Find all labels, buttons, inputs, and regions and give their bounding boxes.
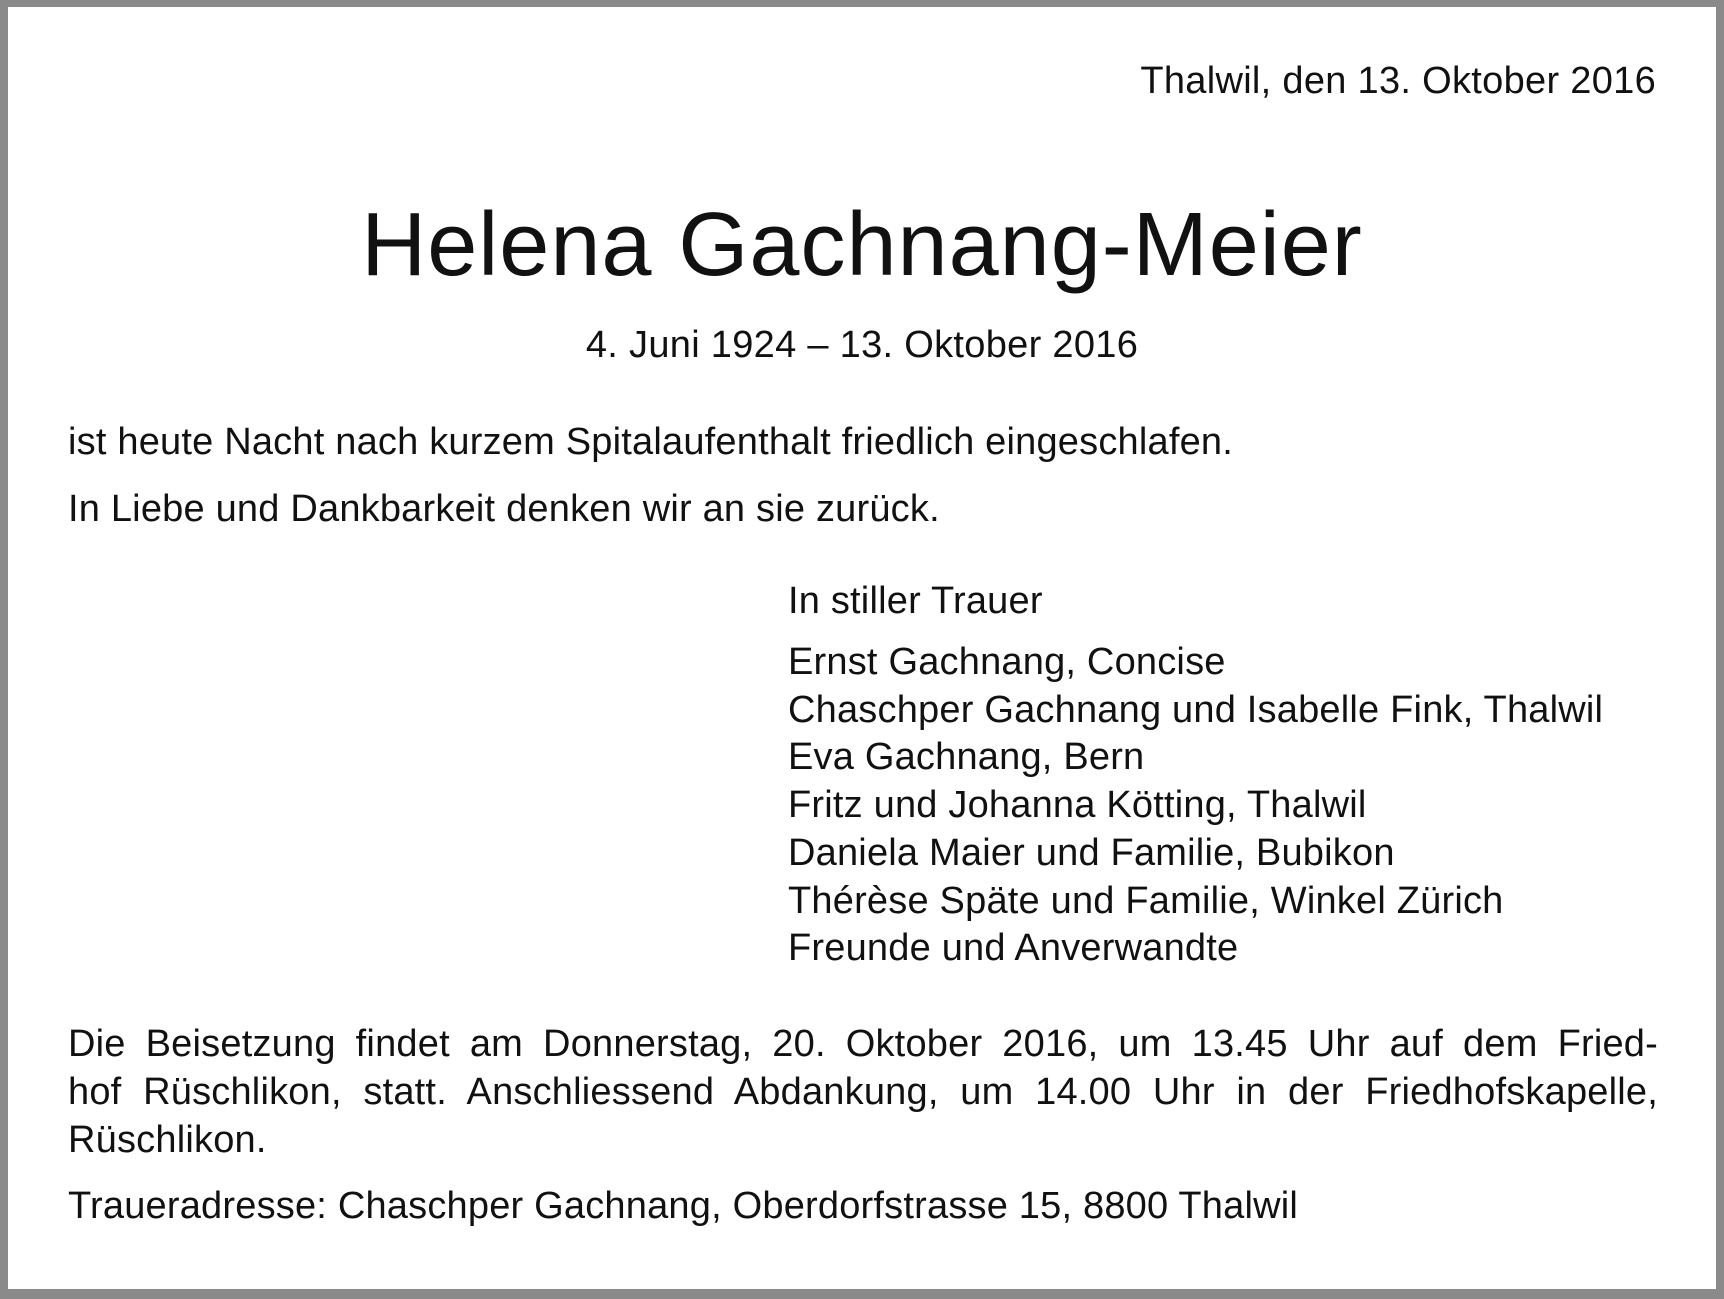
mourning-heading: In stiller Trauer xyxy=(788,580,1043,622)
mourner-entry: Thérèse Späte und Familie, Winkel Zürich xyxy=(788,879,1504,922)
remembrance-statement: In Liebe und Dankbarkeit denken wir an sie zurück. xyxy=(68,488,940,530)
mourner-entry: Fritz und Johanna Kötting, Thalwil xyxy=(788,784,1367,827)
funeral-info-line: Die Beisetzung findet am Donnerstag, 20. Oktober 2016, um 13.45 Uhr auf dem Fried- xyxy=(68,1023,1658,1065)
mourner-entry: Chaschper Gachnang und Isabelle Fink, Thalwil xyxy=(788,688,1604,731)
mourner-entry: Daniela Maier und Familie, Bubikon xyxy=(788,831,1395,874)
deceased-name: Helena Gachnang-Meier xyxy=(361,195,1363,295)
funeral-info xyxy=(68,1020,1658,1164)
mourner-entry: Eva Gachnang, Bern xyxy=(788,736,1145,779)
funeral-info-line: Rüschlikon. xyxy=(68,1119,267,1161)
funeral-info-line: hof Rüschlikon, statt. Anschliessend Abdankung, um 14.00 Uhr in der Friedhofskapelle, xyxy=(68,1071,1658,1113)
mourning-address: Traueradresse: Chaschper Gachnang, Oberdorfstrasse 15, 8800 Thalwil xyxy=(68,1185,1299,1227)
mourner-entry: Ernst Gachnang, Concise xyxy=(788,641,1226,683)
place-date: Thalwil, den 13. Oktober 2016 xyxy=(1140,60,1656,102)
mourners-list xyxy=(788,639,1603,973)
mourner-entry: Freunde und Anverwandte xyxy=(788,927,1239,970)
passing-statement: ist heute Nacht nach kurzem Spitalaufenthalt friedlich eingeschlafen. xyxy=(68,421,1234,463)
life-dates: 4. Juni 1924 – 13. Oktober 2016 xyxy=(585,324,1139,366)
